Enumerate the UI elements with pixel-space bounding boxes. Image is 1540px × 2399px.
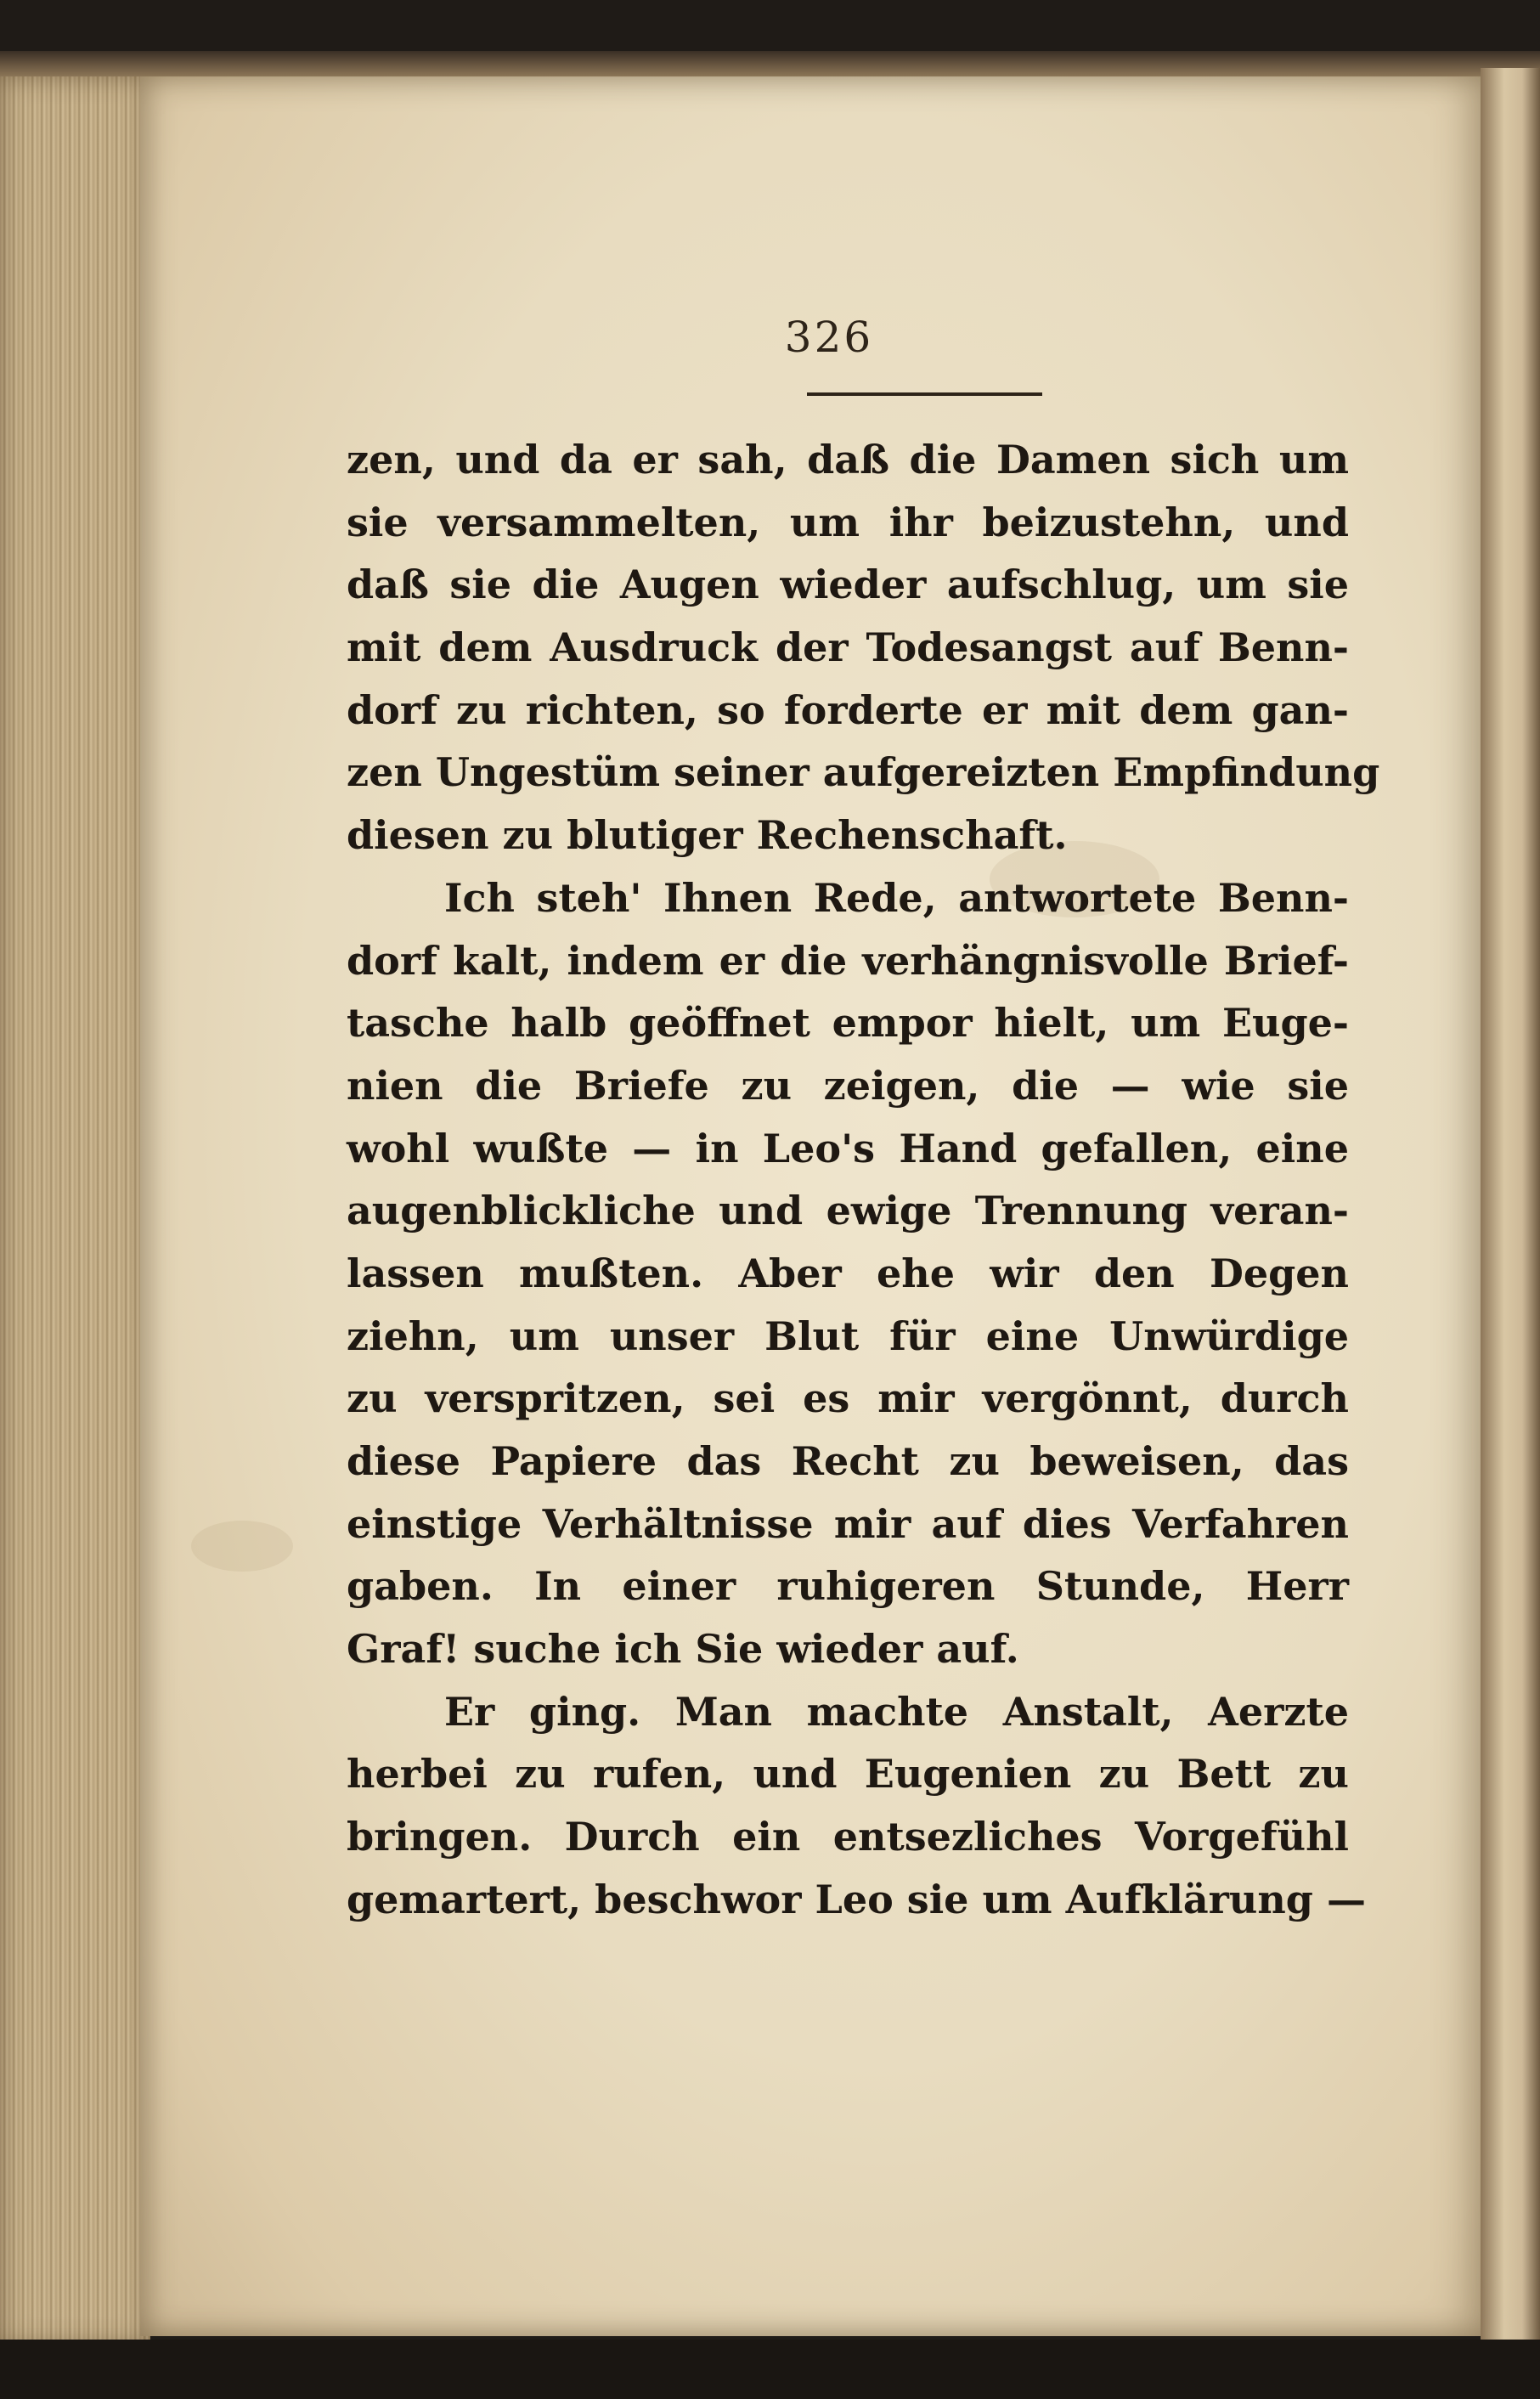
text-line: gemartert, beschwor Leo sie um Aufklärung —: [347, 1876, 1366, 1922]
text-line: daß sie die Augen wieder aufschlug, um sie: [347, 562, 1349, 608]
text-line: einstige Verhältnisse mir auf dies Verfahren: [347, 1500, 1349, 1547]
text-line: diese Papiere das Recht zu beweisen, das: [347, 1438, 1349, 1484]
text-line: wohl wußte — in Leo's Hand gefallen, eine: [347, 1125, 1349, 1171]
book-bottom-edge: [0, 2340, 1540, 2399]
text-line: augenblickliche und ewige Trennung veran-: [347, 1188, 1349, 1234]
facing-page-edge: [1481, 68, 1540, 2353]
page-stack-edge: [0, 76, 150, 2345]
text-line: nien die Briefe zu zeigen, die — wie sie: [347, 1062, 1349, 1109]
page-number: 326: [784, 313, 874, 362]
text-line: mit dem Ausdruck der Todesangst auf Benn-: [347, 624, 1349, 671]
text-line: zen Ungestüm seiner aufgereizten Empfindung: [347, 749, 1380, 796]
header-rule: [807, 392, 1042, 396]
text-line: sie versammelten, um ihr beizustehn, und: [347, 499, 1349, 545]
page-stain: [191, 1521, 293, 1572]
text-line: ziehn, um unser Blut für eine Unwürdige: [347, 1312, 1349, 1359]
text-line: dorf zu richten, so forderte er mit dem gan-: [347, 686, 1349, 733]
text-line: diesen zu blutiger Rechenschaft.: [347, 812, 1068, 859]
text-line: tasche halb geöffnet empor hielt, um Euge-: [347, 1000, 1349, 1047]
text-line: zen, und da er sah, daß die Damen sich um: [347, 437, 1349, 483]
text-line: Er ging. Man machte Anstalt, Aerzte: [444, 1688, 1349, 1735]
text-line: Graf! suche ich Sie wieder auf.: [347, 1626, 1019, 1673]
text-line: gaben. In einer ruhigeren Stunde, Herr: [347, 1563, 1349, 1610]
text-line: herbei zu rufen, und Eugenien zu Bett zu: [347, 1751, 1349, 1798]
text-line: lassen mußten. Aber ehe wir den Degen: [347, 1250, 1349, 1296]
text-line: zu verspritzen, sei es mir vergönnt, durch: [347, 1375, 1349, 1422]
body-text: [347, 429, 1380, 1932]
text-line: Ich steh' Ihnen Rede, antwortete Benn-: [444, 874, 1349, 921]
text-line: dorf kalt, indem er die verhängnisvolle Brief-: [347, 937, 1349, 984]
text-line: bringen. Durch ein entsezliches Vorgefühl: [347, 1814, 1349, 1860]
